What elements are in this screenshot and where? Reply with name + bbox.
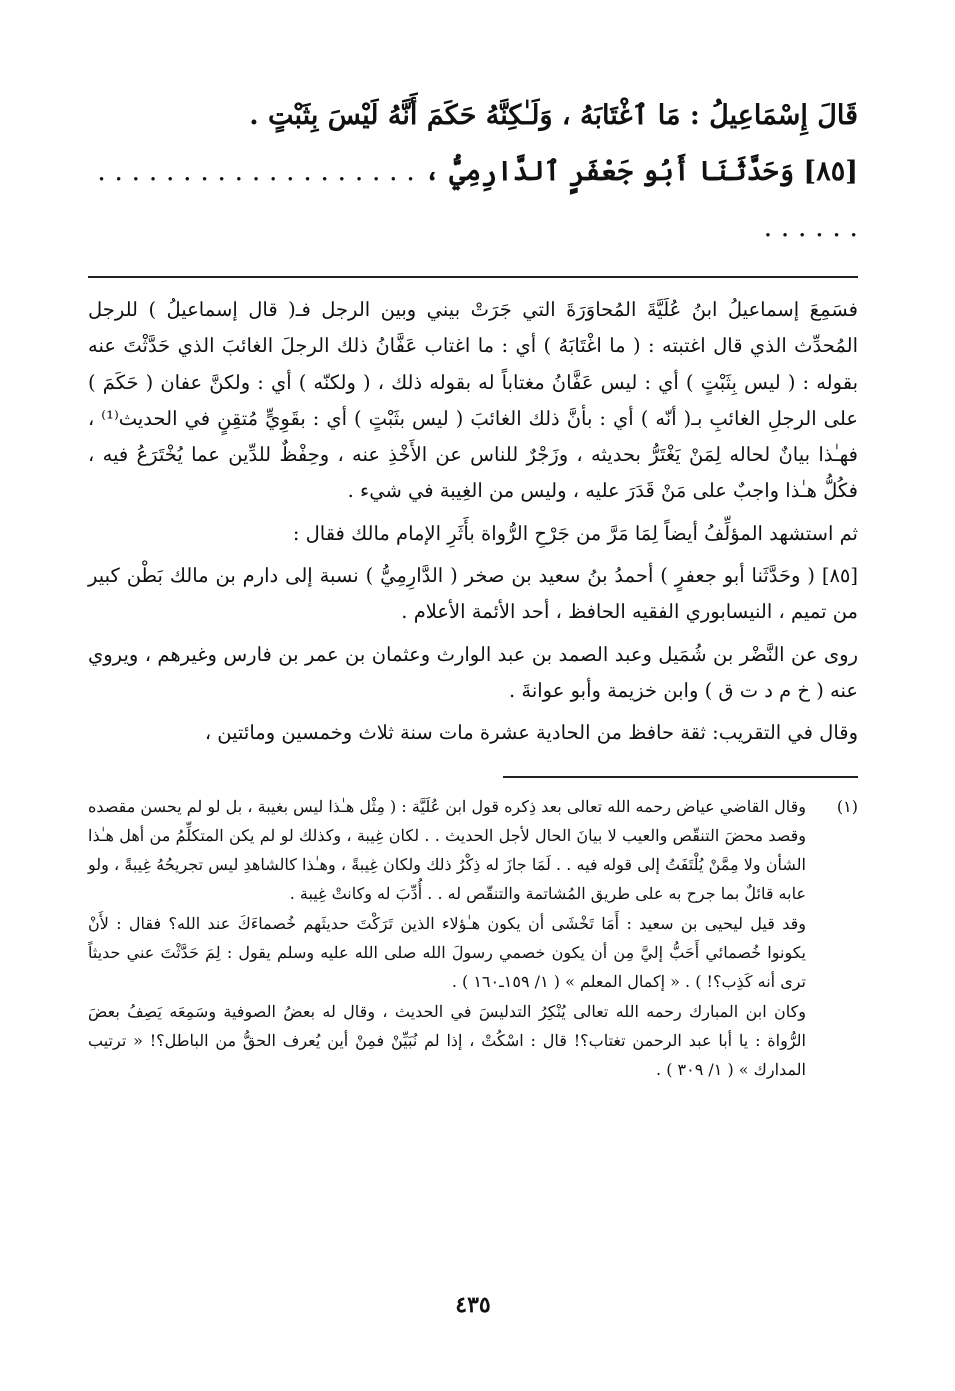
- matn-ellipsis-dots: . . . . . . . . . . . . . . . . . . . . . . . . .: [97, 156, 858, 243]
- sharh-paragraph-2: ثم استشهد المؤلِّفُ أيضاً لِمَا مَرَّ من جَرْحِ الرُّواة بأَثَرِ الإمام مالك فقال :: [292, 521, 858, 545]
- matn-line-2: [88, 144, 858, 256]
- matn-line-2-text: [٨٥] وَحَدَّثَنَا أَبُو جَعْفَرٍ ٱلدَّارِمِيُّ ،: [424, 156, 858, 187]
- page: [88, 88, 858, 1348]
- sharh-paragraph-4: روى عن النَّضْر بن شُمَيل وعبد الصمد بن عبد الوارث وعثمان بن عمر بن فارس وغيرهم ، ويروي عنه ( خ م د ت ق ) وابن خزيمة وأبو عوانةَ .: [88, 642, 858, 702]
- sharh-paragraph-3: [٨٥] ( وحَدَّثَنا أبو جعفرٍ ) أحمدُ بنُ سعيد بن صخر ( الدَّارِمِيُّ ) نسبة إلى دارم بن مالك بَطْن كبير من تميم ، النيسابوري الفقيه الحافظ ، أحد الأئمة الأعلام .: [88, 564, 858, 624]
- footnotes-block: [88, 792, 858, 1085]
- sharh-paragraph-5: وقال في التقريب: ثقة حافظ من الحادية عشرة مات سنة ثلاث وخمسين ومائتين ،: [204, 721, 858, 745]
- footnote-1: [88, 792, 858, 909]
- footnote-divider: [503, 776, 858, 778]
- page-number: ٤٣٥: [455, 1292, 491, 1318]
- matn-block: [88, 88, 858, 256]
- footnote-number: (١): [836, 796, 858, 816]
- sharh-block: [88, 292, 858, 752]
- sharh-paragraph-1: فسَمِعَ إسماعيلُ ابنُ عُلَيَّةَ المُحاوَرَةَ التي جَرَتْ بيني وبين الرجل فـ( قال إسماعيلُ ) للرجل المُحدِّث الذي قال اغتبته : ( ما اغْتَابَهُ ) أي : ما اغتاب عَفَّانُ ذلك الرجلَ الغائبَ الذي حَدَّثْتَ عنه بقوله : ( ليس بِثَبْتٍ ) أي : ليس عَفَّانُ مغتاباً له بقوله ذلك ، ( ولكنّه ) أي : ولكنَّ عفان ( حَكَمَ ) على الرجلِ الغائبِ بـ( أنّه ) أي : بأنَّ ذلك الغائبَ ( ليس بثَبْتٍ ) أي : بقَوِيٍّ مُتقِنٍ في الحديث⁽¹⁾ ، فهـٰذا بيانٌ لحاله لِمَنْ يَغْتَرُّ بحديثه ، وزَجْرٌ للناس عن الأَخْذِ عنه ، وحِفْظٌ للدِّين عما يُخْتَرَعُ فيه ، فكُلُّ هـٰذا واجبٌ على مَنْ قَدَرَ عليه ، وليس من الغِيبة في شيء .: [88, 298, 858, 503]
- matn-divider: [88, 276, 858, 278]
- matn-line-1: قَالَ إِسْمَاعِيلُ : مَا ٱغْتَابَهُ ، وَلَـٰكِنَّهُ حَكَمَ أَنَّهُ لَيْسَ بِثَبْتٍ .: [249, 100, 858, 131]
- footnote-1-text: وقال القاضي عياض رحمه الله تعالى بعد ذِكره قول ابن عُلَيَّة : ( مِثْل هـٰذا ليس بغيبة ، بل لو لم يحسن مقصده وقصد محضَ التنقّص والعيب لا بيانَ الحال لأجل الحديث . . لكان غِيبة ، وكذلك لو لم يكن المتكلِّمُ من أهل هـٰذا الشأن ولا مِمَّنْ يُلْتَفَتُ إلى قوله فيه . . لَمَا جازَ له ذِكْرُ ذلك ولكان غِيبةً ، وهـٰذا كالشاهدِ ليس تجريحُهُ غِيبةً ، ولو عابه قائلٌ بما جرح به على طريق المُشاتمة والتنقّص له . . أُدِّبَ له وكانتْ غِيبة .: [88, 796, 807, 904]
- footnote-1-para-3: وكان ابن المبارك رحمه الله تعالى يُنْكِرُ التدليسَ في الحديث ، وقال له بعضُ الصوفية وسَمِعَه يَصِفُ بعضَ الرُّواة : يا أبا عبد الرحمن تغتاب؟! قال : اسْكُتْ ، إذا لم نُبَيِّنْ فمِنْ أين يُعرف الحقُّ من الباطل؟! « ترتيب المدارك » ( ١/ ٣٠٩ ) .: [88, 1001, 806, 1080]
- footnote-1-para-2: وقد قيل ليحيى بن سعيد : أَمَا تَخْشَى أن يكون هـٰؤلاء الذين تَرَكْتَ حديثَهم خُصماءَكَ عند الله؟ فقال : لأَنْ يكونوا خُصمائي أَحَبُّ إليَّ مِن أن يكون خصمي رسولَ الله صلى الله عليه وسلم يقول : لِمَ حَدَّثْتَ عني حديثاً ترى أنه كَذِب؟! ) . « إكمال المعلم » ( ١/ ١٥٩ـ١٦٠ ) .: [88, 913, 807, 992]
